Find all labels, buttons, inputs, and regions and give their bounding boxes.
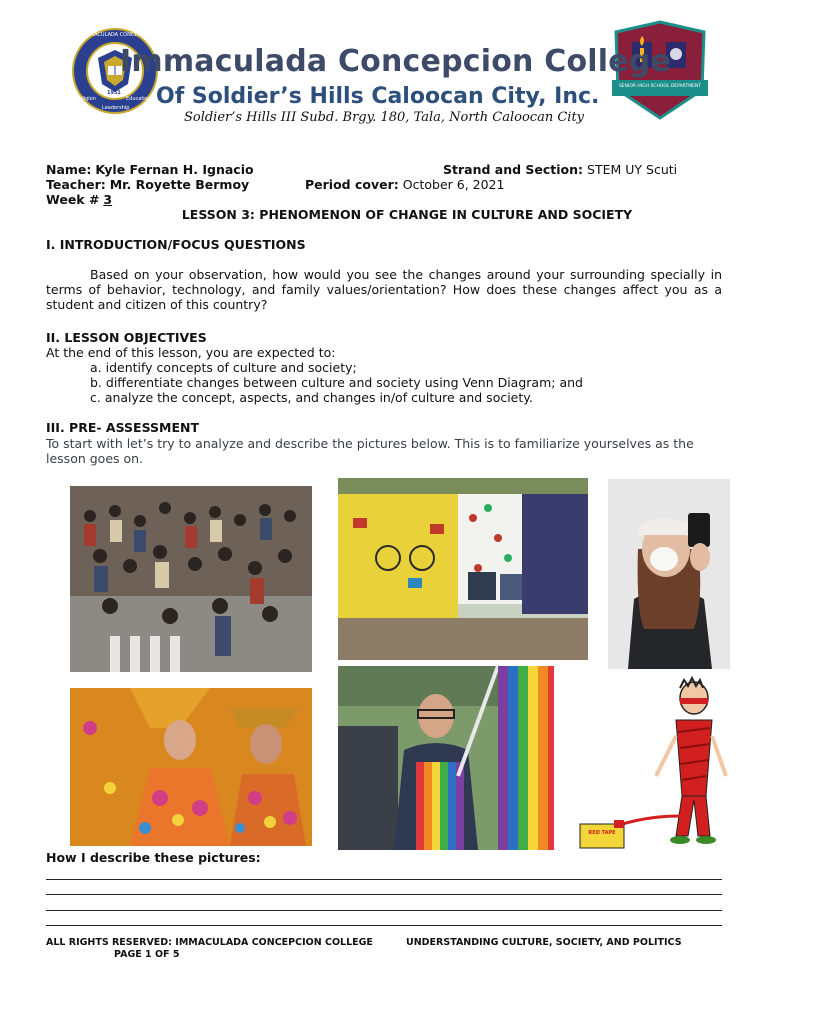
crowd-photo (70, 486, 312, 672)
college-subname: Of Soldier’s Hills Caloocan City, Inc. (156, 84, 600, 109)
seal-motto-1: Religion (76, 96, 96, 102)
footer-rights: ALL RIGHTS RESERVED: IMMACULADA CONCEPCION COLLEGE (46, 937, 373, 948)
teacher-label: Teacher: (46, 177, 106, 192)
objective-item: a. identify concepts of culture and society; (90, 360, 357, 375)
answer-line[interactable] (46, 910, 722, 911)
shs-banner-text: SENIOR HIGH SCHOOL DEPARTMENT (618, 84, 702, 89)
name-value: Kyle Fernan H. Ignacio (95, 162, 254, 177)
footer-page-number: PAGE 1 OF 5 (114, 949, 180, 960)
week-row (46, 192, 112, 207)
teacher-row (46, 177, 249, 192)
college-name: Immaculada Concepcion College (120, 44, 671, 79)
objectives-intro: At the end of this lesson, you are expected to: (46, 345, 336, 360)
seal-ring-text: IMMACULADA CONCEPCION COLLEGE (84, 32, 178, 38)
strand-row (443, 162, 677, 177)
section-3-heading: III. PRE- ASSESSMENT (46, 420, 199, 435)
footer-subject: UNDERSTANDING CULTURE, SOCIETY, AND POLITICS (406, 937, 682, 948)
section-2-heading: II. LESSON OBJECTIVES (46, 330, 207, 345)
festival-costume-photo (70, 688, 312, 846)
answer-line[interactable] (46, 925, 722, 926)
seal-year: 1951 (107, 90, 121, 96)
section-3-text: To start with let’s try to analyze and describe the pictures below. This is to familiarize yourselves as the lesson goes on. (46, 436, 694, 466)
period-label: Period cover: (305, 177, 399, 192)
red-tape-label: RED TAPE (588, 830, 616, 836)
name-label: Name: (46, 162, 92, 177)
period-row (305, 177, 504, 192)
week-label: Week # (46, 192, 100, 207)
strand-value: STEM UY Scuti (587, 162, 678, 177)
week-value: 3 (103, 192, 113, 207)
section-1-text: Based on your observation, how would you see the changes around your surrounding specially in terms of behavior, technology, and family values/orientation? How does these changes affect you as a student and citizen of this country? (46, 267, 722, 312)
red-tape-cartoon (576, 676, 732, 852)
objective-item: b. differentiate changes between culture and society using Venn Diagram; and (90, 375, 583, 390)
answer-line[interactable] (46, 894, 722, 895)
period-value: October 6, 2021 (402, 177, 505, 192)
seal-motto-3: Education (126, 96, 151, 102)
section-1-heading: I. INTRODUCTION/FOCUS QUESTIONS (46, 237, 306, 252)
answer-line[interactable] (46, 879, 722, 880)
describe-label: How I describe these pictures: (46, 850, 261, 865)
college-address: Soldier’s Hills III Subd. Brgy. 180, Tala, North Caloocan City (183, 110, 585, 125)
masked-woman-photo (608, 479, 730, 669)
lesson-title: LESSON 3: PHENOMENON OF CHANGE IN CULTURE AND SOCIETY (181, 207, 633, 222)
mural-wall-photo (338, 478, 588, 660)
name-row (46, 162, 254, 177)
pride-rally-photo (338, 666, 554, 850)
objective-item: c. analyze the concept, aspects, and changes in/of culture and society. (90, 390, 533, 405)
seal-motto-2: Leadership (102, 105, 130, 111)
teacher-value: Mr. Royette Bermoy (109, 177, 250, 192)
strand-label: Strand and Section: (443, 162, 584, 177)
